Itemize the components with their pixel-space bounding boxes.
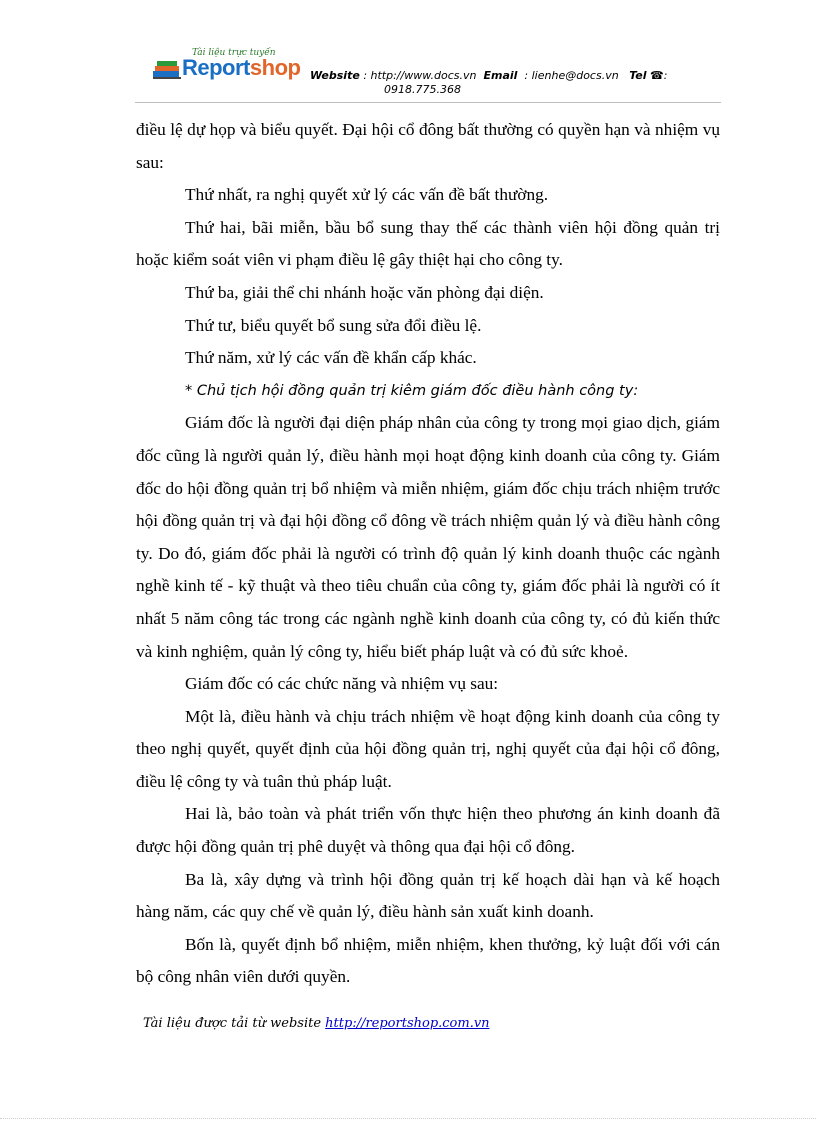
footer-note-text: Tài liệu được tải từ website [143, 1016, 326, 1031]
paragraph: Thứ nhất, ra nghị quyết xử lý các vấn đề bất thường. [185, 185, 549, 205]
email-value[interactable]: : lienhe@docs.vn [524, 69, 619, 82]
paragraph: Thứ tư, biểu quyết bổ sung sửa đổi điều lệ. [185, 315, 482, 335]
paragraph: Một là, điều hành và chịu trách nhiệm về hoạt động kinh doanh của công ty theo nghị quyết, quyết định của hội đồng quản trị, nghị quyết của đại hội cổ đông, điều lệ công ty và tuân thủ pháp luật. [136, 706, 720, 791]
website-label: Website [310, 69, 360, 82]
paragraph: Ba là, xây dựng và trình hội đồng quản trị kế hoạch dài hạn và kế hoạch hàng năm, các quy chế về quản lý, điều hành sản xuất kinh doanh. [136, 869, 720, 922]
tel-separator: : [663, 69, 668, 82]
books-icon [152, 58, 182, 80]
page-edge [0, 1118, 816, 1119]
paragraph: Giám đốc là người đại diện pháp nhân của công ty trong mọi giao dịch, giám đốc cũng là người quản lý, điều hành mọi hoạt động kinh doanh của công ty. Giám đốc do hội đồng quản trị bổ nhiệm và miễn nhiệm, giám đốc chịu trách nhiệm trước hội đồng quản trị và đại hội đồng cổ đông về trách nhiệm quản lý và điều hành công ty. Do đó, giám đốc phải là người có trình độ quản lý kinh doanh thuộc các ngành nghề kinh tế - kỹ thuật và theo tiêu chuẩn của công ty, giám đốc phải là người có ít nhất 5 năm công tác trong các ngành nghề kinh doanh của công ty, có đủ kiến thức và kinh nghiệm, quản lý công ty, hiểu biết pháp luật và có đủ sức khoẻ. [136, 413, 720, 661]
footer-note [143, 1016, 490, 1031]
contact-line [310, 69, 667, 83]
logo-wordmark: Reportshop [182, 55, 301, 80]
footer-link[interactable]: http://reportshop.com.vn [325, 1016, 490, 1031]
tel-label: Tel [629, 69, 647, 82]
paragraph: điều lệ dự họp và biểu quyết. Đại hội cổ đông bất thường có quyền hạn và nhiệm vụ sau: [136, 120, 720, 172]
logo-tagline: Tài liệu trực tuyến [192, 48, 276, 58]
paragraph: Hai là, bảo toàn và phát triển vốn thực hiện theo phương án kinh doanh đã được hội đồng quản trị phê duyệt và thông qua đại hội cổ đông. [136, 804, 720, 857]
phone-icon: ☎ [650, 69, 664, 82]
reportshop-logo[interactable] [152, 48, 312, 82]
header-divider [135, 102, 721, 103]
paragraph: * Chủ tịch hội đồng quản trị kiêm giám đốc điều hành công ty: [185, 382, 639, 399]
page-header [152, 48, 712, 98]
paragraph: Bốn là, quyết định bổ nhiệm, miễn nhiệm, khen thưởng, kỷ luật đối với cán bộ công nhân viên dưới quyền. [136, 934, 720, 987]
website-value[interactable]: : http://www.docs.vn [363, 69, 477, 82]
paragraph: Thứ ba, giải thể chi nhánh hoặc văn phòng đại diện. [185, 282, 544, 302]
paragraph: Giám đốc có các chức năng và nhiệm vụ sau: [185, 674, 499, 694]
paragraph: Thứ năm, xử lý các vấn đề khẩn cấp khác. [185, 348, 477, 368]
paragraph: Thứ hai, bãi miễn, bầu bổ sung thay thế các thành viên hội đồng quản trị hoặc kiểm soát viên vi phạm điều lệ gây thiệt hại cho công ty. [136, 217, 720, 270]
document-body [136, 114, 720, 994]
phone-number: 0918.775.368 [384, 83, 461, 96]
email-label: Email [483, 69, 518, 82]
